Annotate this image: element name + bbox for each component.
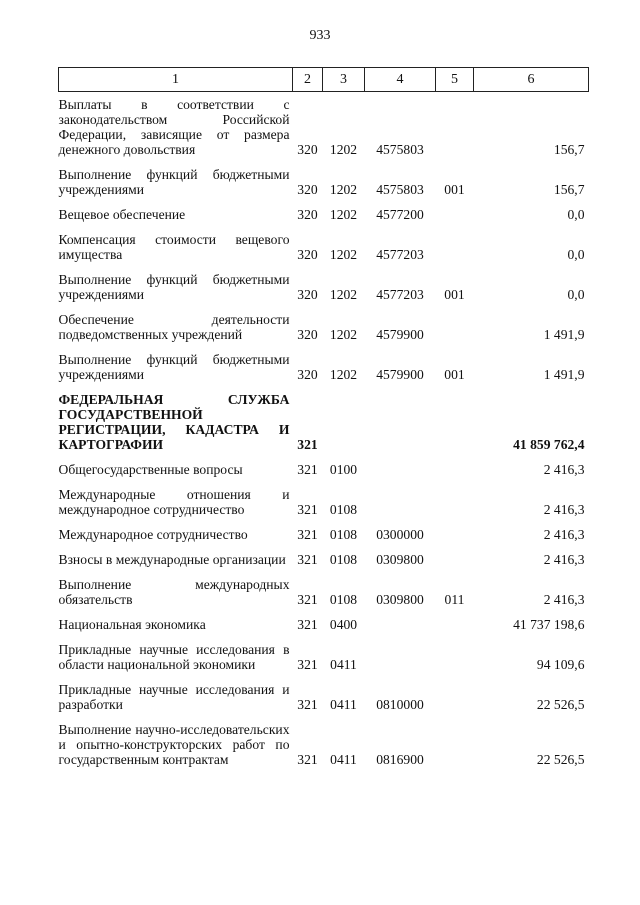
row-col-2: 320	[297, 247, 318, 262]
header-col-3: 3	[323, 68, 365, 92]
table-row	[59, 197, 589, 222]
header-col-5: 5	[436, 68, 474, 92]
row-name: Выплаты в соответствии с законодательством Российской Федерации, зависящие от размера денежного довольствия	[58, 97, 290, 157]
row-col-4: 4579900	[376, 367, 424, 382]
row-col-2: 320	[297, 287, 318, 302]
row-name: Выполнение функций бюджетными учреждениями	[58, 272, 290, 302]
row-col-3: 1202	[329, 327, 358, 342]
table-row	[59, 712, 589, 767]
row-amount: 2 416,3	[543, 462, 585, 477]
row-col-4: 4575803	[376, 142, 424, 157]
row-col-3: 0108	[329, 592, 358, 607]
row-name: Выполнение функций бюджетными учреждениями	[58, 167, 290, 197]
row-col-2: 321	[297, 657, 318, 672]
row-amount: 94 109,6	[536, 657, 585, 672]
row-amount: 0,0	[567, 247, 585, 262]
row-col-4: 0300000	[376, 527, 424, 542]
row-amount: 22 526,5	[536, 697, 585, 712]
row-name: Выполнение научно-исследовательских и опытно-конструкторских работ по государственным контрактам	[58, 722, 290, 767]
row-name: Общегосударственные вопросы	[58, 462, 243, 477]
row-col-4: 4579900	[376, 327, 424, 342]
row-name: Выполнение международных обязательств	[58, 577, 290, 607]
row-name: Компенсация стоимости вещевого имущества	[58, 232, 290, 262]
table-row	[59, 452, 589, 477]
row-col-2: 320	[297, 182, 318, 197]
budget-table	[58, 67, 589, 767]
row-amount: 0,0	[567, 287, 585, 302]
row-col-3: 0100	[329, 462, 358, 477]
page-number: 933	[309, 28, 331, 43]
row-name: Взносы в международные организации	[58, 552, 286, 567]
table-row	[59, 342, 589, 382]
row-col-5: 001	[444, 287, 465, 302]
row-col-4: 4577203	[376, 287, 424, 302]
row-col-5	[436, 477, 474, 517]
row-amount: 156,7	[553, 142, 585, 157]
header-col-6: 6	[474, 68, 589, 92]
table-row	[59, 542, 589, 567]
row-col-4	[365, 452, 436, 477]
row-col-4	[365, 607, 436, 632]
row-col-3: 0108	[329, 502, 358, 517]
row-col-3: 0400	[329, 617, 358, 632]
row-name: Международные отношения и международное сотрудничество	[58, 487, 290, 517]
row-col-3: 1202	[329, 367, 358, 382]
table-row	[59, 607, 589, 632]
row-col-2: 321	[297, 437, 318, 452]
row-name: Прикладные научные исследования и разработки	[58, 682, 290, 712]
row-col-5	[436, 452, 474, 477]
table-row	[59, 262, 589, 302]
row-amount: 2 416,3	[543, 527, 585, 542]
row-col-2: 321	[297, 617, 318, 632]
row-name: Обеспечение деятельности подведомственных учреждений	[58, 312, 290, 342]
row-amount: 0,0	[567, 207, 585, 222]
row-col-4	[365, 382, 436, 452]
row-name: Международное сотрудничество	[58, 527, 248, 542]
row-col-5: 001	[444, 182, 465, 197]
row-col-5	[436, 632, 474, 672]
row-col-5	[436, 712, 474, 767]
row-amount: 22 526,5	[536, 752, 585, 767]
row-col-4	[365, 477, 436, 517]
row-name: Прикладные научные исследования в области национальной экономики	[58, 642, 290, 672]
row-name: Вещевое обеспечение	[58, 207, 186, 222]
row-col-3: 1202	[329, 182, 358, 197]
row-col-2: 321	[297, 462, 318, 477]
row-col-3: 1202	[329, 247, 358, 262]
row-col-2: 321	[297, 552, 318, 567]
row-name: Выполнение функций бюджетными учреждениями	[58, 352, 290, 382]
row-col-2: 320	[297, 142, 318, 157]
table-row	[59, 672, 589, 712]
row-col-2: 321	[297, 697, 318, 712]
row-col-4	[365, 632, 436, 672]
table-row	[59, 92, 589, 158]
row-col-4: 4575803	[376, 182, 424, 197]
row-col-3: 1202	[329, 207, 358, 222]
row-col-5	[436, 542, 474, 567]
row-amount: 41 859 762,4	[513, 437, 585, 452]
row-col-5: 001	[444, 367, 465, 382]
table-row	[59, 567, 589, 607]
row-col-3: 1202	[329, 142, 358, 157]
row-col-5	[436, 607, 474, 632]
row-amount: 156,7	[553, 182, 585, 197]
row-amount: 2 416,3	[543, 592, 585, 607]
row-col-3: 0108	[329, 527, 358, 542]
row-amount: 2 416,3	[543, 552, 585, 567]
row-col-5	[436, 222, 474, 262]
row-amount: 1 491,9	[543, 327, 585, 342]
row-col-2: 321	[297, 502, 318, 517]
header-col-1: 1	[59, 68, 293, 92]
row-col-5	[436, 382, 474, 452]
row-col-2: 321	[297, 592, 318, 607]
header-col-2: 2	[293, 68, 323, 92]
row-amount: 2 416,3	[543, 502, 585, 517]
row-amount: 41 737 198,6	[513, 617, 585, 632]
table-body	[59, 92, 589, 768]
row-col-3: 0411	[330, 697, 357, 712]
row-col-2: 320	[297, 367, 318, 382]
row-col-2: 320	[297, 327, 318, 342]
row-col-4: 4577200	[376, 207, 424, 222]
table-row	[59, 517, 589, 542]
row-col-3: 0411	[330, 657, 357, 672]
row-col-5: 011	[444, 592, 465, 607]
table-header	[59, 68, 589, 92]
row-col-5	[436, 92, 474, 158]
table-row	[59, 382, 589, 452]
row-col-4: 4577203	[376, 247, 424, 262]
header-col-4: 4	[365, 68, 436, 92]
row-col-5	[436, 197, 474, 222]
table-row	[59, 157, 589, 197]
row-col-2: 321	[297, 752, 318, 767]
row-name: ФЕДЕРАЛЬНАЯ СЛУЖБА ГОСУДАРСТВЕННОЙ РЕГИСТРАЦИИ, КАДАСТРА И КАРТОГРАФИИ	[58, 392, 290, 452]
row-col-4: 0810000	[376, 697, 424, 712]
row-col-4: 0309800	[376, 592, 424, 607]
row-col-5	[436, 517, 474, 542]
table-row	[59, 632, 589, 672]
row-col-5	[436, 302, 474, 342]
row-col-3: 1202	[329, 287, 358, 302]
table-row	[59, 477, 589, 517]
row-col-5	[436, 672, 474, 712]
table-row	[59, 302, 589, 342]
row-col-2: 321	[297, 527, 318, 542]
row-amount: 1 491,9	[543, 367, 585, 382]
row-col-4: 0816900	[376, 752, 424, 767]
row-col-2: 320	[297, 207, 318, 222]
row-col-4: 0309800	[376, 552, 424, 567]
row-name: Национальная экономика	[58, 617, 206, 632]
row-col-3	[323, 382, 365, 452]
row-col-3: 0411	[330, 752, 357, 767]
row-col-3: 0108	[329, 552, 358, 567]
table-row	[59, 222, 589, 262]
